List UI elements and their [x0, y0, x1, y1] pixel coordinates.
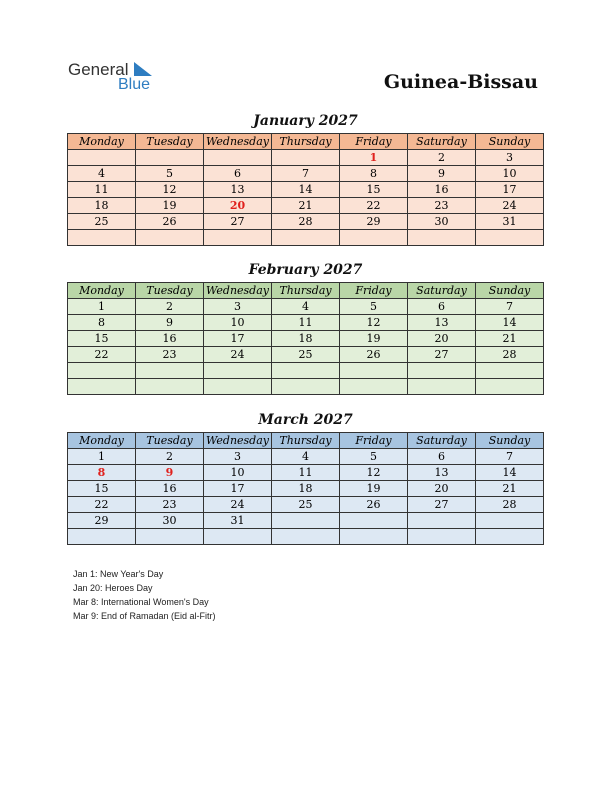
- weekday-header: Thursday: [272, 433, 340, 449]
- weekday-header: Wednesday: [204, 283, 272, 299]
- day-cell: 13: [408, 465, 476, 481]
- day-cell: [272, 529, 340, 545]
- logo-flag-icon: [134, 62, 152, 76]
- day-cell: 23: [136, 347, 204, 363]
- day-cell: [136, 150, 204, 166]
- day-cell: 10: [204, 315, 272, 331]
- day-cell: 17: [204, 481, 272, 497]
- day-cell: 9: [408, 166, 476, 182]
- day-cell: 16: [408, 182, 476, 198]
- weekday-header-row: [68, 283, 544, 299]
- week-row: [68, 363, 544, 379]
- weekday-header: Monday: [68, 134, 136, 150]
- day-cell: [340, 230, 408, 246]
- week-row: [68, 230, 544, 246]
- day-cell: [68, 150, 136, 166]
- day-cell: 7: [476, 449, 544, 465]
- week-row: [68, 513, 544, 529]
- day-cell: 1: [68, 449, 136, 465]
- day-cell: 15: [340, 182, 408, 198]
- day-cell: 19: [340, 331, 408, 347]
- day-cell: 22: [340, 198, 408, 214]
- week-row: [68, 465, 544, 481]
- day-cell: 1: [340, 150, 408, 166]
- day-cell: [68, 230, 136, 246]
- day-cell: 11: [272, 315, 340, 331]
- day-cell: [68, 363, 136, 379]
- day-cell: [272, 363, 340, 379]
- day-cell: [340, 513, 408, 529]
- day-cell: 13: [408, 315, 476, 331]
- day-cell: 9: [136, 465, 204, 481]
- day-cell: [68, 379, 136, 395]
- month-title-february: February 2027: [248, 262, 363, 278]
- day-cell: 28: [476, 347, 544, 363]
- weekday-header: Friday: [340, 134, 408, 150]
- day-cell: 19: [340, 481, 408, 497]
- day-cell: 11: [272, 465, 340, 481]
- day-cell: [136, 529, 204, 545]
- day-cell: 8: [340, 166, 408, 182]
- day-cell: 23: [408, 198, 476, 214]
- day-cell: [408, 513, 476, 529]
- day-cell: 10: [204, 465, 272, 481]
- calendar-january: [67, 133, 544, 246]
- weekday-header: Sunday: [476, 283, 544, 299]
- day-cell: [136, 379, 204, 395]
- day-cell: 1: [68, 299, 136, 315]
- day-cell: 6: [204, 166, 272, 182]
- week-row: [68, 182, 544, 198]
- day-cell: 26: [340, 497, 408, 513]
- week-row: [68, 315, 544, 331]
- day-cell: [476, 230, 544, 246]
- day-cell: [204, 230, 272, 246]
- day-cell: 17: [476, 182, 544, 198]
- weekday-header-row: [68, 433, 544, 449]
- day-cell: [340, 529, 408, 545]
- day-cell: 21: [476, 481, 544, 497]
- day-cell: 15: [68, 331, 136, 347]
- day-cell: 27: [408, 347, 476, 363]
- day-cell: 8: [68, 465, 136, 481]
- day-cell: 4: [272, 299, 340, 315]
- day-cell: 7: [476, 299, 544, 315]
- day-cell: 19: [136, 198, 204, 214]
- day-cell: 25: [272, 497, 340, 513]
- weekday-header: Tuesday: [136, 433, 204, 449]
- day-cell: 18: [272, 481, 340, 497]
- day-cell: 25: [68, 214, 136, 230]
- holiday-item: Mar 9: End of Ramadan (Eid al-Fitr): [73, 611, 216, 621]
- day-cell: 2: [136, 299, 204, 315]
- day-cell: [340, 363, 408, 379]
- day-cell: 20: [408, 331, 476, 347]
- day-cell: 4: [272, 449, 340, 465]
- day-cell: [272, 513, 340, 529]
- day-cell: [476, 513, 544, 529]
- day-cell: [204, 150, 272, 166]
- day-cell: [408, 529, 476, 545]
- day-cell: 6: [408, 299, 476, 315]
- day-cell: 15: [68, 481, 136, 497]
- holiday-item: Mar 8: International Women's Day: [73, 597, 209, 607]
- day-cell: [476, 529, 544, 545]
- day-cell: [136, 230, 204, 246]
- week-row: [68, 497, 544, 513]
- day-cell: 26: [340, 347, 408, 363]
- day-cell: 21: [476, 331, 544, 347]
- day-cell: 12: [340, 465, 408, 481]
- day-cell: 27: [408, 497, 476, 513]
- month-title-march: March 2027: [258, 412, 353, 428]
- day-cell: [204, 379, 272, 395]
- day-cell: 24: [476, 198, 544, 214]
- day-cell: [272, 230, 340, 246]
- day-cell: [408, 363, 476, 379]
- week-row: [68, 166, 544, 182]
- holiday-item: Jan 20: Heroes Day: [73, 583, 153, 593]
- weekday-header: Monday: [68, 433, 136, 449]
- weekday-header: Tuesday: [136, 283, 204, 299]
- day-cell: 30: [136, 513, 204, 529]
- day-cell: [476, 379, 544, 395]
- day-cell: 26: [136, 214, 204, 230]
- day-cell: 29: [68, 513, 136, 529]
- holiday-item: Jan 1: New Year's Day: [73, 569, 164, 579]
- week-row: [68, 379, 544, 395]
- day-cell: 23: [136, 497, 204, 513]
- day-cell: 5: [136, 166, 204, 182]
- weekday-header: Tuesday: [136, 134, 204, 150]
- country-title: Guinea-Bissau: [383, 71, 538, 93]
- calendar-march: [67, 432, 544, 545]
- day-cell: 6: [408, 449, 476, 465]
- day-cell: 18: [68, 198, 136, 214]
- day-cell: [204, 529, 272, 545]
- day-cell: 21: [272, 198, 340, 214]
- day-cell: 25: [272, 347, 340, 363]
- week-row: [68, 198, 544, 214]
- day-cell: 24: [204, 497, 272, 513]
- day-cell: [272, 150, 340, 166]
- week-row: [68, 529, 544, 545]
- week-row: [68, 150, 544, 166]
- weekday-header: Saturday: [408, 433, 476, 449]
- day-cell: 7: [272, 166, 340, 182]
- day-cell: 5: [340, 299, 408, 315]
- day-cell: 17: [204, 331, 272, 347]
- week-row: [68, 331, 544, 347]
- weekday-header: Monday: [68, 283, 136, 299]
- day-cell: 14: [476, 315, 544, 331]
- day-cell: 8: [68, 315, 136, 331]
- day-cell: [136, 363, 204, 379]
- day-cell: 2: [408, 150, 476, 166]
- day-cell: 28: [476, 497, 544, 513]
- day-cell: 14: [476, 465, 544, 481]
- month-title-january: January 2027: [253, 113, 358, 129]
- weekday-header: Wednesday: [204, 134, 272, 150]
- week-row: [68, 449, 544, 465]
- weekday-header: Friday: [340, 433, 408, 449]
- holiday-list: [73, 567, 216, 623]
- day-cell: 16: [136, 331, 204, 347]
- day-cell: 29: [340, 214, 408, 230]
- day-cell: 20: [408, 481, 476, 497]
- day-cell: [340, 379, 408, 395]
- day-cell: 2: [136, 449, 204, 465]
- day-cell: [272, 379, 340, 395]
- day-cell: 9: [136, 315, 204, 331]
- logo-blue-text: Blue: [118, 76, 151, 93]
- day-cell: 5: [340, 449, 408, 465]
- weekday-header: Thursday: [272, 283, 340, 299]
- day-cell: 3: [204, 299, 272, 315]
- day-cell: 22: [68, 497, 136, 513]
- day-cell: [476, 363, 544, 379]
- weekday-header: Friday: [340, 283, 408, 299]
- week-row: [68, 347, 544, 363]
- week-row: [68, 481, 544, 497]
- week-row: [68, 214, 544, 230]
- weekday-header: Wednesday: [204, 433, 272, 449]
- day-cell: 13: [204, 182, 272, 198]
- day-cell: 11: [68, 182, 136, 198]
- day-cell: [68, 529, 136, 545]
- week-row: [68, 299, 544, 315]
- weekday-header-row: [68, 134, 544, 150]
- day-cell: 22: [68, 347, 136, 363]
- day-cell: 28: [272, 214, 340, 230]
- day-cell: 27: [204, 214, 272, 230]
- weekday-header: Saturday: [408, 134, 476, 150]
- weekday-header: Sunday: [476, 433, 544, 449]
- day-cell: 14: [272, 182, 340, 198]
- day-cell: 31: [476, 214, 544, 230]
- day-cell: 18: [272, 331, 340, 347]
- day-cell: 10: [476, 166, 544, 182]
- day-cell: 24: [204, 347, 272, 363]
- day-cell: 16: [136, 481, 204, 497]
- day-cell: 3: [204, 449, 272, 465]
- calendar-february: [67, 282, 544, 395]
- day-cell: 30: [408, 214, 476, 230]
- day-cell: [408, 230, 476, 246]
- day-cell: [408, 379, 476, 395]
- weekday-header: Thursday: [272, 134, 340, 150]
- logo-general-text: General: [68, 60, 129, 79]
- day-cell: [204, 363, 272, 379]
- weekday-header: Saturday: [408, 283, 476, 299]
- day-cell: 31: [204, 513, 272, 529]
- day-cell: 12: [136, 182, 204, 198]
- day-cell: 4: [68, 166, 136, 182]
- weekday-header: Sunday: [476, 134, 544, 150]
- day-cell: 20: [204, 198, 272, 214]
- day-cell: 3: [476, 150, 544, 166]
- day-cell: 12: [340, 315, 408, 331]
